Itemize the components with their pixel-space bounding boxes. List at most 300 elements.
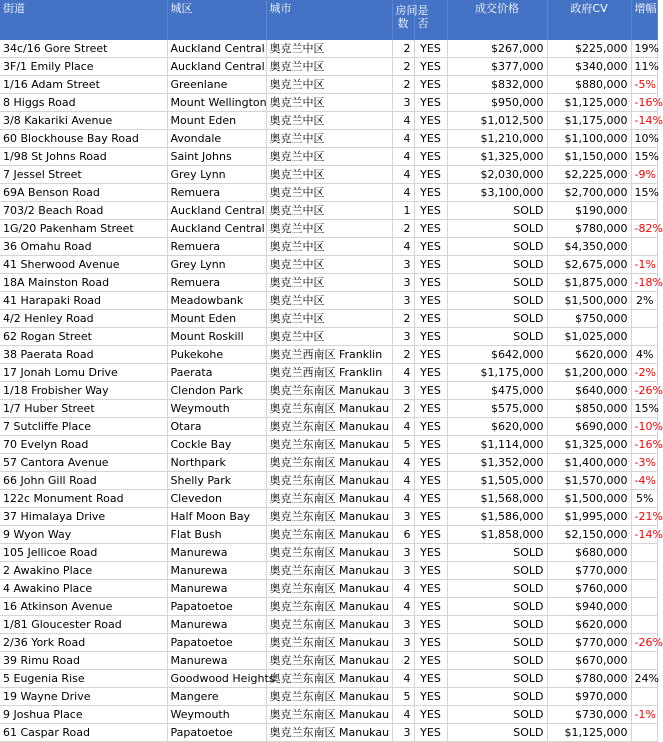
cv-cell[interactable]: $730,000 [547,706,631,724]
rooms-cell[interactable]: 3 [392,328,414,346]
price-cell[interactable]: SOLD [447,562,547,580]
cv-cell[interactable]: $970,000 [547,688,631,706]
change-cell[interactable] [631,202,657,220]
yes-cell[interactable]: YES [414,472,447,490]
cv-cell[interactable]: $640,000 [547,382,631,400]
price-cell[interactable]: SOLD [447,544,547,562]
suburb-cell[interactable]: Mount Eden [167,310,266,328]
city-cell[interactable]: 奥克兰东南区 Manukau [266,508,392,526]
change-cell[interactable]: 4% [631,346,657,364]
price-cell[interactable]: SOLD [447,580,547,598]
table-row[interactable] [0,688,657,706]
cv-cell[interactable]: $770,000 [547,634,631,652]
city-cell[interactable]: 奥克兰东南区 Manukau [266,436,392,454]
price-cell[interactable]: $1,505,000 [447,472,547,490]
city-cell[interactable]: 奥克兰中区 [266,202,392,220]
table-row[interactable] [0,238,657,256]
price-cell[interactable]: $3,100,000 [447,184,547,202]
suburb-cell[interactable]: Cockle Bay [167,436,266,454]
rooms-cell[interactable]: 5 [392,688,414,706]
cv-cell[interactable]: $620,000 [547,346,631,364]
street-cell[interactable]: 1G/20 Pakenham Street [0,220,167,238]
suburb-cell[interactable]: Weymouth [167,400,266,418]
street-cell[interactable]: 66 John Gill Road [0,472,167,490]
cv-cell[interactable]: $2,675,000 [547,256,631,274]
suburb-cell[interactable]: Grey Lynn [167,256,266,274]
yes-cell[interactable]: YES [414,616,447,634]
rooms-cell[interactable]: 6 [392,526,414,544]
table-row[interactable] [0,454,657,472]
street-cell[interactable]: 5 Eugenia Rise [0,670,167,688]
rooms-cell[interactable]: 4 [392,130,414,148]
change-cell[interactable]: -9% [631,166,657,184]
suburb-cell[interactable]: Clevedon [167,490,266,508]
change-cell[interactable]: 19% [631,40,657,58]
price-cell[interactable]: $832,000 [447,76,547,94]
table-row[interactable] [0,724,657,742]
street-cell[interactable]: 1/98 St Johns Road [0,148,167,166]
suburb-cell[interactable]: Half Moon Bay [167,508,266,526]
price-cell[interactable]: SOLD [447,598,547,616]
price-cell[interactable]: SOLD [447,274,547,292]
cv-cell[interactable]: $190,000 [547,202,631,220]
cv-cell[interactable]: $670,000 [547,652,631,670]
price-cell[interactable]: $377,000 [447,58,547,76]
suburb-cell[interactable]: Manurewa [167,616,266,634]
cv-cell[interactable]: $1,570,000 [547,472,631,490]
cv-cell[interactable]: $760,000 [547,580,631,598]
city-cell[interactable]: 奥克兰东南区 Manukau [266,418,392,436]
table-row[interactable] [0,202,657,220]
city-cell[interactable]: 奥克兰东南区 Manukau [266,688,392,706]
price-cell[interactable]: $575,000 [447,400,547,418]
city-cell[interactable]: 奥克兰西南区 Franklin [266,364,392,382]
city-cell[interactable]: 奥克兰中区 [266,94,392,112]
cv-cell[interactable]: $1,995,000 [547,508,631,526]
change-cell[interactable]: 24% [631,670,657,688]
table-row[interactable] [0,58,657,76]
yes-cell[interactable]: YES [414,544,447,562]
rooms-cell[interactable]: 3 [392,724,414,742]
change-cell[interactable] [631,616,657,634]
rooms-cell[interactable]: 3 [392,274,414,292]
change-cell[interactable] [631,562,657,580]
table-row[interactable] [0,328,657,346]
city-cell[interactable]: 奥克兰中区 [266,58,392,76]
yes-cell[interactable]: YES [414,724,447,742]
change-cell[interactable] [631,652,657,670]
change-cell[interactable]: -82% [631,220,657,238]
change-cell[interactable] [631,238,657,256]
city-cell[interactable]: 奥克兰中区 [266,274,392,292]
suburb-cell[interactable]: Goodwood Heights [167,670,266,688]
rooms-cell[interactable]: 3 [392,382,414,400]
cv-cell[interactable]: $1,400,000 [547,454,631,472]
street-cell[interactable]: 9 Wyon Way [0,526,167,544]
price-cell[interactable]: SOLD [447,220,547,238]
yes-cell[interactable]: YES [414,274,447,292]
rooms-cell[interactable]: 2 [392,400,414,418]
table-row[interactable] [0,40,657,58]
rooms-cell[interactable]: 4 [392,472,414,490]
street-cell[interactable]: 57 Cantora Avenue [0,454,167,472]
suburb-cell[interactable]: Otara [167,418,266,436]
cv-cell[interactable]: $1,100,000 [547,130,631,148]
table-row[interactable] [0,130,657,148]
rooms-cell[interactable]: 3 [392,94,414,112]
city-cell[interactable]: 奥克兰东南区 Manukau [266,400,392,418]
table-row[interactable] [0,364,657,382]
cv-cell[interactable]: $690,000 [547,418,631,436]
price-cell[interactable]: SOLD [447,670,547,688]
yes-cell[interactable]: YES [414,490,447,508]
street-cell[interactable]: 9 Joshua Place [0,706,167,724]
header-cv[interactable]: 政府CV [547,0,631,40]
table-row[interactable] [0,616,657,634]
price-cell[interactable]: $620,000 [447,418,547,436]
price-cell[interactable]: $1,568,000 [447,490,547,508]
suburb-cell[interactable]: Remuera [167,184,266,202]
table-row[interactable] [0,598,657,616]
city-cell[interactable]: 奥克兰中区 [266,40,392,58]
cv-cell[interactable]: $940,000 [547,598,631,616]
street-cell[interactable]: 41 Harapaki Road [0,292,167,310]
city-cell[interactable]: 奥克兰东南区 Manukau [266,490,392,508]
table-row[interactable] [0,94,657,112]
change-cell[interactable]: -5% [631,76,657,94]
suburb-cell[interactable]: Meadowbank [167,292,266,310]
price-cell[interactable]: $1,012,500 [447,112,547,130]
rooms-cell[interactable]: 2 [392,310,414,328]
change-cell[interactable]: 15% [631,148,657,166]
suburb-cell[interactable]: Papatoetoe [167,598,266,616]
suburb-cell[interactable]: Weymouth [167,706,266,724]
yes-cell[interactable]: YES [414,256,447,274]
header-price[interactable]: 成交价格 [447,0,547,40]
yes-cell[interactable]: YES [414,598,447,616]
change-cell[interactable]: 15% [631,400,657,418]
street-cell[interactable]: 19 Wayne Drive [0,688,167,706]
street-cell[interactable]: 60 Blockhouse Bay Road [0,130,167,148]
cv-cell[interactable]: $340,000 [547,58,631,76]
change-cell[interactable]: -1% [631,256,657,274]
cv-cell[interactable]: $225,000 [547,40,631,58]
rooms-cell[interactable]: 4 [392,238,414,256]
city-cell[interactable]: 奥克兰中区 [266,256,392,274]
price-cell[interactable]: SOLD [447,292,547,310]
rooms-cell[interactable]: 4 [392,580,414,598]
city-cell[interactable]: 奥克兰中区 [266,148,392,166]
city-cell[interactable]: 奥克兰东南区 Manukau [266,652,392,670]
cv-cell[interactable]: $1,200,000 [547,364,631,382]
suburb-cell[interactable]: Mount Roskill [167,328,266,346]
suburb-cell[interactable]: Manurewa [167,562,266,580]
cv-cell[interactable]: $750,000 [547,310,631,328]
change-cell[interactable]: -26% [631,382,657,400]
street-cell[interactable]: 61 Caspar Road [0,724,167,742]
suburb-cell[interactable]: Pukekohe [167,346,266,364]
yes-cell[interactable]: YES [414,454,447,472]
rooms-cell[interactable]: 3 [392,256,414,274]
yes-cell[interactable]: YES [414,202,447,220]
suburb-cell[interactable]: Clendon Park [167,382,266,400]
street-cell[interactable]: 62 Rogan Street [0,328,167,346]
table-row[interactable] [0,346,657,364]
yes-cell[interactable]: YES [414,310,447,328]
price-cell[interactable]: $1,352,000 [447,454,547,472]
suburb-cell[interactable]: Manurewa [167,544,266,562]
change-cell[interactable]: -10% [631,418,657,436]
change-cell[interactable]: -14% [631,526,657,544]
cv-cell[interactable]: $1,025,000 [547,328,631,346]
rooms-cell[interactable]: 2 [392,40,414,58]
rooms-cell[interactable]: 5 [392,436,414,454]
table-row[interactable] [0,706,657,724]
suburb-cell[interactable]: Avondale [167,130,266,148]
street-cell[interactable]: 2/36 York Road [0,634,167,652]
city-cell[interactable]: 奥克兰东南区 Manukau [266,526,392,544]
suburb-cell[interactable]: Flat Bush [167,526,266,544]
suburb-cell[interactable]: Auckland Central [167,58,266,76]
table-row[interactable] [0,562,657,580]
table-row[interactable] [0,274,657,292]
change-cell[interactable]: 5% [631,490,657,508]
street-cell[interactable]: 34c/16 Gore Street [0,40,167,58]
street-cell[interactable]: 36 Omahu Road [0,238,167,256]
yes-cell[interactable]: YES [414,526,447,544]
rooms-cell[interactable]: 4 [392,454,414,472]
table-row[interactable] [0,490,657,508]
change-cell[interactable] [631,328,657,346]
city-cell[interactable]: 奥克兰东南区 Manukau [266,382,392,400]
street-cell[interactable]: 41 Sherwood Avenue [0,256,167,274]
suburb-cell[interactable]: Mangere [167,688,266,706]
cv-cell[interactable]: $1,125,000 [547,724,631,742]
rooms-cell[interactable]: 3 [392,634,414,652]
yes-cell[interactable]: YES [414,580,447,598]
rooms-cell[interactable]: 3 [392,616,414,634]
city-cell[interactable]: 奥克兰东南区 Manukau [266,598,392,616]
yes-cell[interactable]: YES [414,562,447,580]
street-cell[interactable]: 17 Jonah Lomu Drive [0,364,167,382]
street-cell[interactable]: 18A Mainston Road [0,274,167,292]
city-cell[interactable]: 奥克兰中区 [266,310,392,328]
city-cell[interactable]: 奥克兰东南区 Manukau [266,580,392,598]
street-cell[interactable]: 1/81 Gloucester Road [0,616,167,634]
street-cell[interactable]: 16 Atkinson Avenue [0,598,167,616]
city-cell[interactable]: 奥克兰中区 [266,112,392,130]
city-cell[interactable]: 奥克兰东南区 Manukau [266,724,392,742]
price-cell[interactable]: SOLD [447,256,547,274]
cv-cell[interactable]: $850,000 [547,400,631,418]
yes-cell[interactable]: YES [414,670,447,688]
city-cell[interactable]: 奥克兰中区 [266,76,392,94]
cv-cell[interactable]: $1,125,000 [547,94,631,112]
street-cell[interactable]: 7 Sutcliffe Place [0,418,167,436]
street-cell[interactable]: 3F/1 Emily Place [0,58,167,76]
street-cell[interactable]: 105 Jellicoe Road [0,544,167,562]
yes-cell[interactable]: YES [414,328,447,346]
yes-cell[interactable]: YES [414,382,447,400]
change-cell[interactable]: -18% [631,274,657,292]
yes-cell[interactable]: YES [414,112,447,130]
rooms-cell[interactable]: 3 [392,292,414,310]
rooms-cell[interactable]: 2 [392,58,414,76]
cv-cell[interactable]: $2,700,000 [547,184,631,202]
change-cell[interactable] [631,580,657,598]
rooms-cell[interactable]: 4 [392,598,414,616]
rooms-cell[interactable]: 4 [392,418,414,436]
price-cell[interactable]: $1,210,000 [447,130,547,148]
rooms-cell[interactable]: 4 [392,148,414,166]
rooms-cell[interactable]: 1 [392,202,414,220]
yes-cell[interactable]: YES [414,508,447,526]
price-cell[interactable]: $267,000 [447,40,547,58]
price-cell[interactable]: SOLD [447,310,547,328]
table-row[interactable] [0,76,657,94]
yes-cell[interactable]: YES [414,238,447,256]
price-cell[interactable]: $475,000 [447,382,547,400]
yes-cell[interactable]: YES [414,436,447,454]
header-suburb[interactable]: 城区 [167,0,266,40]
yes-cell[interactable]: YES [414,652,447,670]
street-cell[interactable]: 4 Awakino Place [0,580,167,598]
yes-cell[interactable]: YES [414,148,447,166]
change-cell[interactable]: -16% [631,94,657,112]
table-row[interactable] [0,220,657,238]
table-row[interactable] [0,382,657,400]
cv-cell[interactable]: $770,000 [547,562,631,580]
price-cell[interactable]: $950,000 [447,94,547,112]
cv-cell[interactable]: $1,175,000 [547,112,631,130]
street-cell[interactable]: 703/2 Beach Road [0,202,167,220]
street-cell[interactable]: 39 Rimu Road [0,652,167,670]
cv-cell[interactable]: $620,000 [547,616,631,634]
rooms-cell[interactable]: 2 [392,346,414,364]
change-cell[interactable]: 11% [631,58,657,76]
cv-cell[interactable]: $680,000 [547,544,631,562]
city-cell[interactable]: 奥克兰中区 [266,292,392,310]
suburb-cell[interactable]: Mount Eden [167,112,266,130]
price-cell[interactable]: $1,858,000 [447,526,547,544]
suburb-cell[interactable]: Greenlane [167,76,266,94]
header-street[interactable]: 街道 [0,0,167,40]
change-cell[interactable]: 10% [631,130,657,148]
suburb-cell[interactable]: Auckland Central [167,220,266,238]
change-cell[interactable] [631,688,657,706]
street-cell[interactable]: 69A Benson Road [0,184,167,202]
suburb-cell[interactable]: Auckland Central [167,202,266,220]
rooms-cell[interactable]: 4 [392,166,414,184]
yes-cell[interactable]: YES [414,130,447,148]
yes-cell[interactable]: YES [414,634,447,652]
yes-cell[interactable]: YES [414,400,447,418]
suburb-cell[interactable]: Grey Lynn [167,166,266,184]
table-row[interactable] [0,184,657,202]
cv-cell[interactable]: $2,150,000 [547,526,631,544]
suburb-cell[interactable]: Mount Wellington [167,94,266,112]
cv-cell[interactable]: $1,875,000 [547,274,631,292]
city-cell[interactable]: 奥克兰东南区 Manukau [266,706,392,724]
table-row[interactable] [0,418,657,436]
yes-cell[interactable]: YES [414,364,447,382]
change-cell[interactable] [631,544,657,562]
rooms-cell[interactable]: 4 [392,490,414,508]
rooms-cell[interactable]: 4 [392,706,414,724]
rooms-cell[interactable]: 3 [392,562,414,580]
header-change[interactable]: 增幅 [631,0,657,40]
street-cell[interactable]: 122c Monument Road [0,490,167,508]
table-row[interactable] [0,526,657,544]
cv-cell[interactable]: $2,225,000 [547,166,631,184]
price-cell[interactable]: SOLD [447,652,547,670]
price-cell[interactable]: $1,325,000 [447,148,547,166]
price-cell[interactable]: $1,175,000 [447,364,547,382]
street-cell[interactable]: 1/16 Adam Street [0,76,167,94]
table-row[interactable] [0,544,657,562]
street-cell[interactable]: 3/8 Kakariki Avenue [0,112,167,130]
yes-cell[interactable]: YES [414,40,447,58]
table-row[interactable] [0,310,657,328]
price-cell[interactable]: SOLD [447,634,547,652]
city-cell[interactable]: 奥克兰东南区 Manukau [266,472,392,490]
price-cell[interactable]: SOLD [447,328,547,346]
price-cell[interactable]: SOLD [447,202,547,220]
price-cell[interactable]: SOLD [447,724,547,742]
price-cell[interactable]: SOLD [447,238,547,256]
street-cell[interactable]: 2 Awakino Place [0,562,167,580]
table-row[interactable] [0,148,657,166]
table-row[interactable] [0,580,657,598]
table-row[interactable] [0,400,657,418]
table-row[interactable] [0,472,657,490]
rooms-cell[interactable]: 4 [392,184,414,202]
rooms-cell[interactable]: 2 [392,220,414,238]
cv-cell[interactable]: $780,000 [547,220,631,238]
header-city[interactable]: 城市 [266,0,392,40]
yes-cell[interactable]: YES [414,706,447,724]
change-cell[interactable] [631,310,657,328]
suburb-cell[interactable]: Manurewa [167,580,266,598]
table-row[interactable] [0,292,657,310]
table-row[interactable] [0,436,657,454]
yes-cell[interactable]: YES [414,346,447,364]
rooms-cell[interactable]: 4 [392,364,414,382]
change-cell[interactable]: -3% [631,454,657,472]
city-cell[interactable]: 奥克兰中区 [266,328,392,346]
rooms-cell[interactable]: 4 [392,112,414,130]
city-cell[interactable]: 奥克兰东南区 Manukau [266,670,392,688]
suburb-cell[interactable]: Shelly Park [167,472,266,490]
suburb-cell[interactable]: Saint Johns [167,148,266,166]
street-cell[interactable]: 38 Paerata Road [0,346,167,364]
yes-cell[interactable]: YES [414,76,447,94]
rooms-cell[interactable]: 2 [392,652,414,670]
header-yes[interactable] [414,0,447,40]
street-cell[interactable]: 1/18 Frobisher Way [0,382,167,400]
yes-cell[interactable]: YES [414,94,447,112]
yes-cell[interactable]: YES [414,292,447,310]
table-row[interactable] [0,112,657,130]
suburb-cell[interactable]: Remuera [167,274,266,292]
yes-cell[interactable]: YES [414,418,447,436]
table-row[interactable] [0,652,657,670]
yes-cell[interactable]: YES [414,184,447,202]
change-cell[interactable]: 2% [631,292,657,310]
street-cell[interactable]: 1/7 Huber Street [0,400,167,418]
change-cell[interactable]: -16% [631,436,657,454]
cv-cell[interactable]: $1,500,000 [547,292,631,310]
